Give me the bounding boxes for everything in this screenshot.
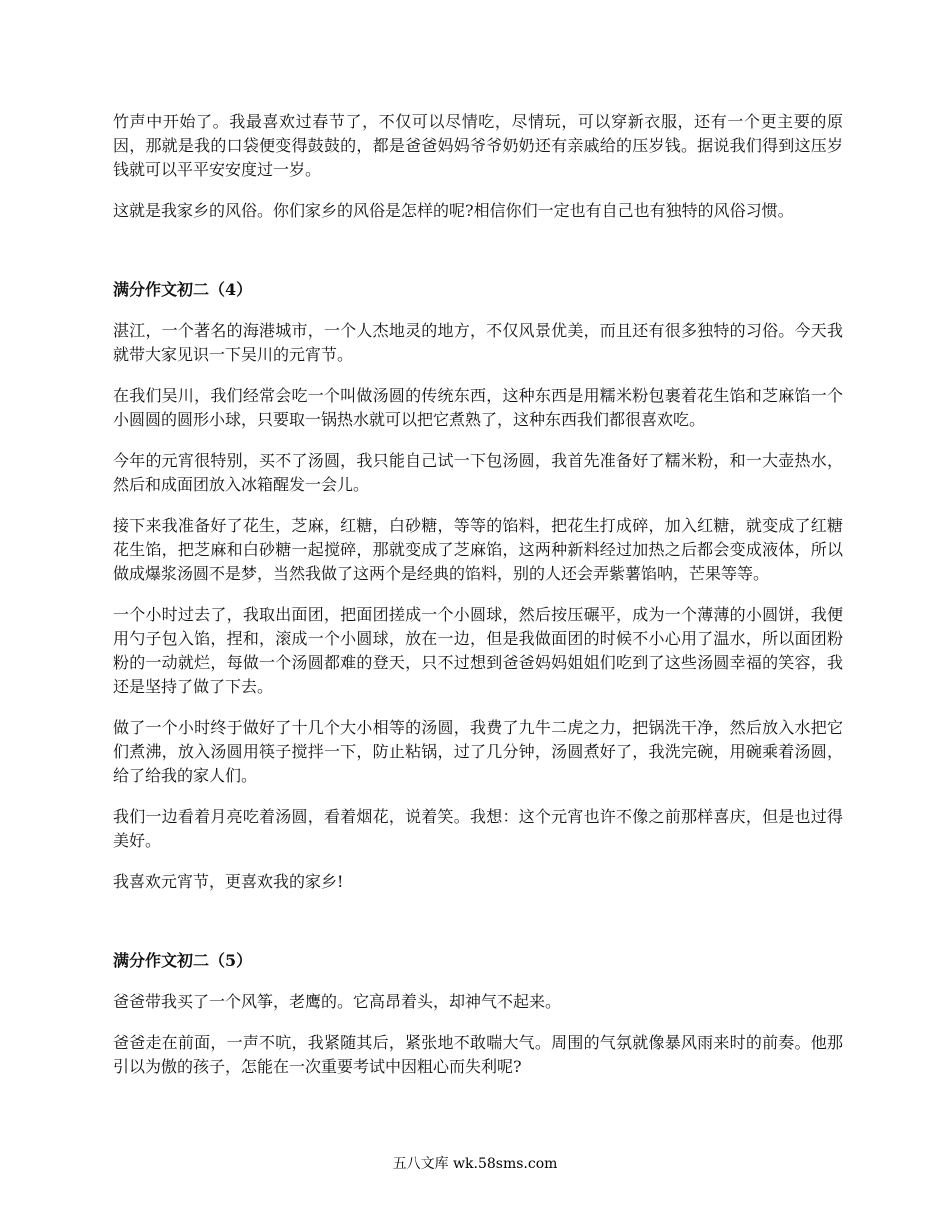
paragraph: 今年的元宵很特别，买不了汤圆，我只能自己试一下包汤圆，我首先准备好了糯米粉，和一大壶热水，然后和成面团放入冰箱醒发一会儿。 (113, 451, 843, 494)
paragraph: 这就是我家乡的风俗。你们家乡的风俗是怎样的呢?相信你们一定也有自己也有独特的风俗习惯。 (113, 201, 794, 220)
paragraph: 在我们吴川，我们经常会吃一个叫做汤圆的传统东西，这种东西是用糯米粉包裹着花生馅和芝麻馅一个小圆圆的圆形小球，只要取一锅热水就可以把它煮熟了，这种东西我们都很喜欢吃。 (113, 386, 843, 429)
paragraph: 一个小时过去了，我取出面团，把面团搓成一个小圆球，然后按压碾平，成为一个薄薄的小圆饼，我便用勺子包入馅，捏和，滚成一个小圆球，放在一边，但是我做面团的时候不小心用了温水，所以面团粉粉的一动就烂，每做一个汤圆都难的登天，只不过想到爸爸妈妈姐姐们吃到了这些汤圆幸福的笑容，我还是坚持了做了下去。 (113, 605, 843, 696)
section-gap (113, 911, 843, 949)
section-title: 满分作文初二（4） (113, 280, 253, 299)
paragraph: 做了一个小时终于做好了十几个大小相等的汤圆，我费了九牛二虎之力，把锅洗干净，然后放入水把它们煮沸，放入汤圆用筷子搅拌一下，防止粘锅，过了几分钟，汤圆煮好了，我洗完碗，用碗乘着汤圆，给了给我的家人们。 (113, 718, 843, 785)
section-title: 满分作文初二（5） (113, 951, 253, 970)
paragraph: 爸爸走在前面，一声不吭，我紧随其后，紧张地不敢喘大气。周围的气氛就像暴风雨来时的前奏。他那引以为傲的孩子，怎能在一次重要考试中因粗心而失利呢? (113, 1033, 843, 1076)
paragraph: 竹声中开始了。我最喜欢过春节了，不仅可以尽情吃，尽情玩，可以穿新衣服，还有一个更主要的原因，那就是我的口袋便变得鼓鼓的，都是爸爸妈妈爷爷奶奶还有亲戚给的压岁钱。据说我们得到这压岁钱就可以平平安安度过一岁。 (113, 112, 843, 179)
paragraph: 我喜欢元宵节，更喜欢我的家乡! (113, 872, 344, 891)
paragraph: 爸爸带我买了一个风筝，老鹰的。它高昂着头，却神气不起来。 (113, 992, 562, 1011)
page-footer: 五八文库 wk.58sms.com (392, 1156, 558, 1172)
section-gap (113, 240, 843, 278)
paragraph: 湛江，一个著名的海港城市，一个人杰地灵的地方，不仅风景优美，而且还有很多独特的习俗。今天我就带大家见识一下吴川的元宵节。 (113, 321, 843, 364)
document-body (113, 110, 843, 1096)
paragraph: 接下来我准备好了花生，芝麻，红糖，白砂糖，等等的馅料，把花生打成碎，加入红糖，就变成了红糖花生馅，把芝麻和白砂糖一起搅碎，那就变成了芝麻馅，这两种新料经过加热之后都会变成液体，所以做成爆浆汤圆不是梦，当然我做了这两个是经典的馅料，别的人还会弄紫薯馅呐，芒果等等。 (113, 516, 843, 583)
paragraph: 我们一边看着月亮吃着汤圆，看着烟花，说着笑。我想：这个元宵也许不像之前那样喜庆，但是也过得美好。 (113, 807, 843, 850)
